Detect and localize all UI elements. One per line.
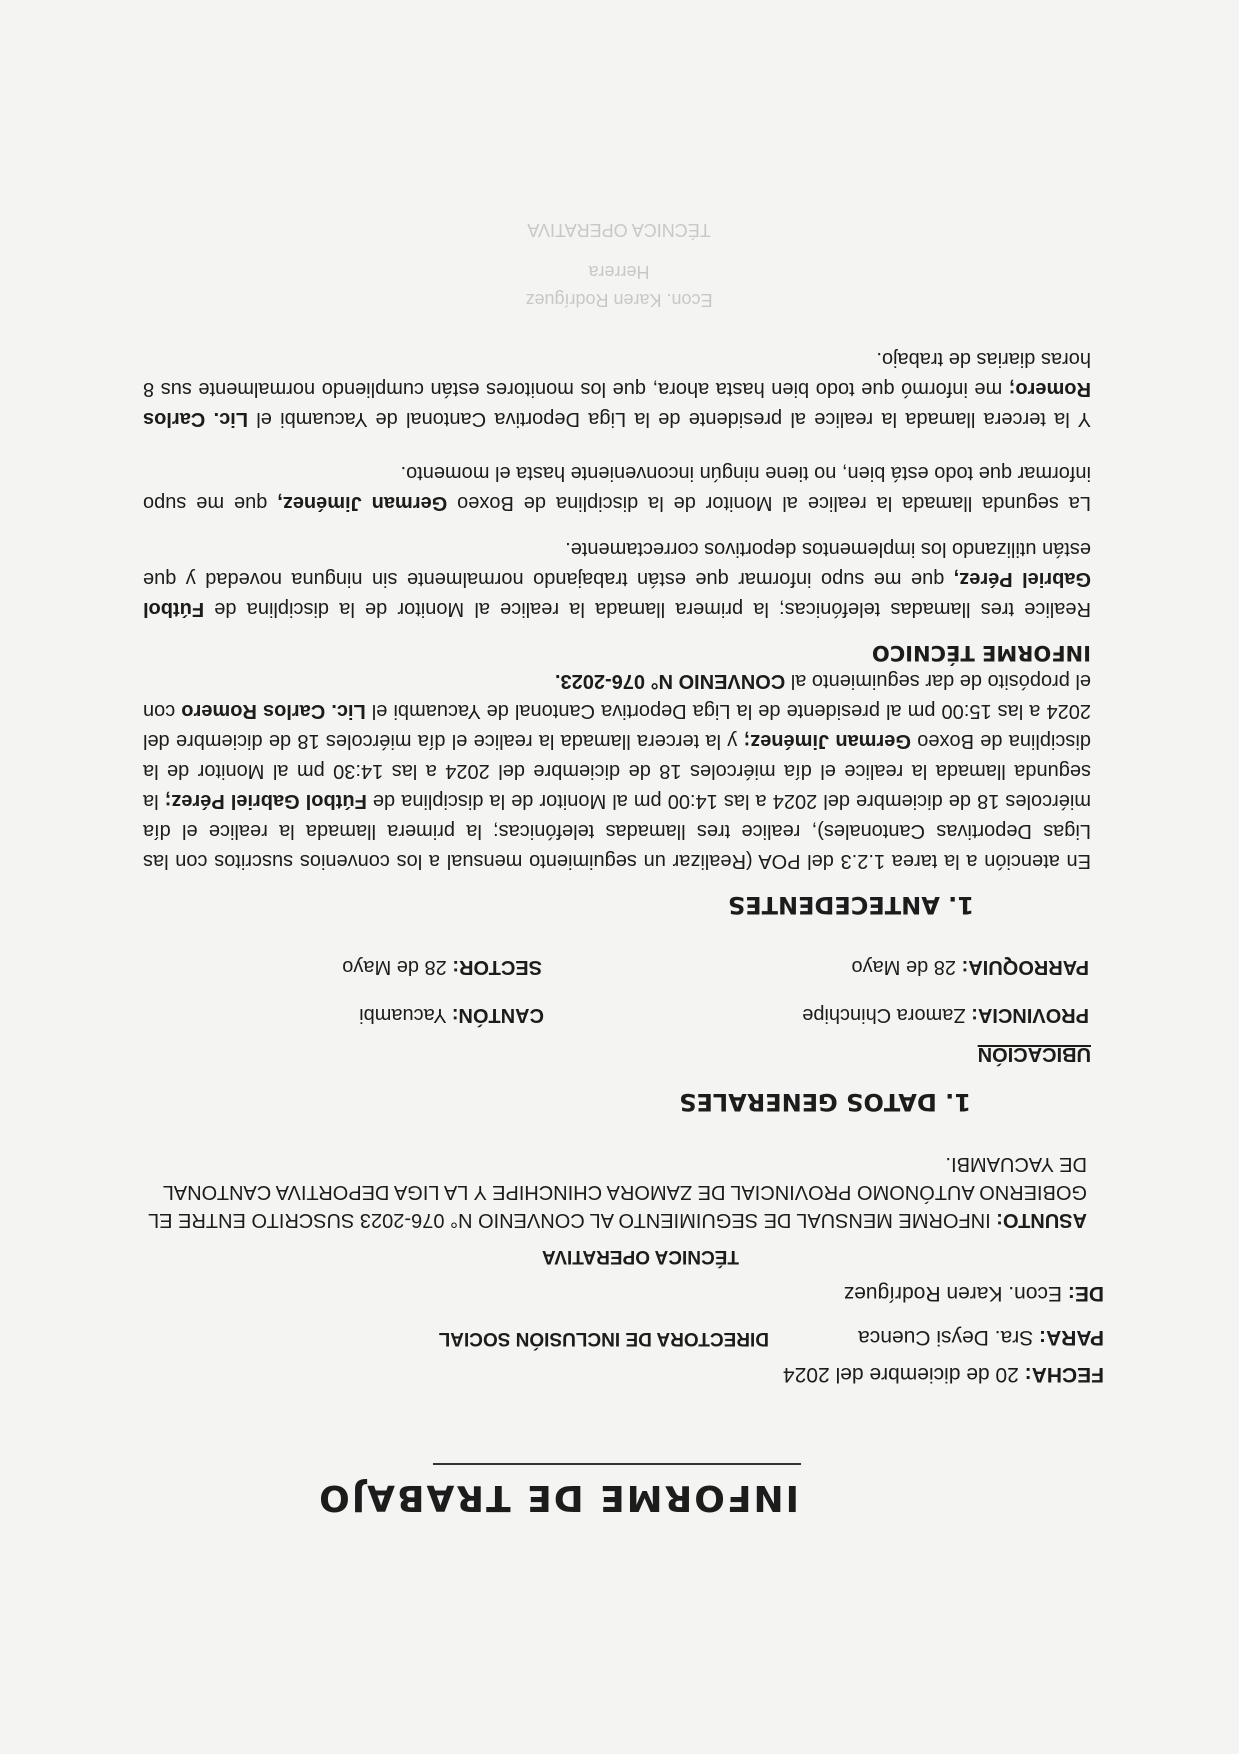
informe-paragraph-3 bbox=[143, 344, 1091, 434]
title-underline bbox=[433, 1463, 801, 1465]
fecha-value: 20 de diciembre del 2024 bbox=[782, 1363, 1019, 1386]
antecedentes-text-3: y la tercera llamada la realice el día miércoles 18 de diciembre del 2024 a las 15:00 pm al presidente de la Liga Deportiva Cantonal de Yacuambi el bbox=[142, 700, 1091, 752]
informe-paragraph-1 bbox=[143, 534, 1091, 624]
informe-text-3a: Y la tercera llamada la realice al presidente de la Liga Deportiva Cantonal de Yacuambi el bbox=[248, 408, 1091, 430]
antecedentes-text-1: En atención a la tarea 1.2.3 del POA (Realizar un seguimiento mensual a los convenios suscritos con las Ligas Deportivas Cantonales), realice tres llamadas telefónicas; la primera llamada la realice el día miércoles 18 de diciembre del 2024 a las 14:00 pm al Monitor de la disciplina de bbox=[143, 790, 1091, 872]
section-datos-generales-title: 1. DATOS GENERALES bbox=[679, 1088, 971, 1116]
para-value: Sra. Deysi Cuenca bbox=[858, 1326, 1034, 1349]
informe-text-3c: me informó que todo bien hasta ahora, que los monitores están cumpliendo normalmente sus 8 horas diarias de trabajo. bbox=[143, 348, 1091, 400]
parroquia-label: PARROQUIA: bbox=[961, 956, 1089, 978]
canton-value: Yacuambi bbox=[359, 1004, 447, 1026]
antecedentes-text-2: la segunda llamada la realice el día miércoles 18 de diciembre del 2024 a las 14:30 pm al Monitor de la disciplina de Boxeo bbox=[143, 730, 1091, 812]
informe-bold-1: Fútbol Gabriel Pérez, bbox=[143, 568, 1091, 620]
provincia-label: PROVINCIA: bbox=[971, 1004, 1089, 1026]
signature-name: Econ. Karen Rodríguez Herrera bbox=[525, 262, 713, 310]
faint-signature-block bbox=[509, 164, 729, 314]
de-line bbox=[844, 1281, 1104, 1305]
de-label: DE: bbox=[1067, 1282, 1104, 1305]
canton-field bbox=[359, 1003, 544, 1026]
fecha-label: FECHA: bbox=[1024, 1363, 1104, 1386]
parroquia-field bbox=[852, 955, 1089, 978]
antecedentes-bold-3: Lic. Carlos Romero bbox=[181, 700, 366, 722]
canton-label: CANTÓN: bbox=[451, 1004, 544, 1026]
informe-bold-2: German Jiménez, bbox=[277, 492, 448, 514]
provincia-value: Zamora Chinchipe bbox=[802, 1004, 966, 1026]
informe-text-2c: que me supo informar que todo está bien, no tiene ningún inconveniente hasta el momento. bbox=[143, 462, 1091, 514]
antecedentes-paragraph bbox=[143, 666, 1091, 876]
informe-text-1a: Realice tres llamadas telefónicas; la primera llamada la realice al Monitor de la disciplina de bbox=[204, 598, 1091, 620]
ubicacion-label: UBICACIÓN bbox=[977, 1043, 1091, 1065]
informe-text-2a: La segunda llamada la realice al Monitor de la disciplina de Boxeo bbox=[447, 492, 1091, 514]
asunto-value: INFORME MENSUAL DE SEGUIMIENTO AL CONVENIO N° 076-2023 SUSCRITO ENTRE EL GOBIERNO AUTÓNOMO PROVINCIAL DE ZAMORA CHINCHIPE Y LA LIGA DEPORTIVA CANTONAL DE YACUAMBI. bbox=[148, 1153, 1087, 1231]
document-title: INFORME DE TRABAJO bbox=[317, 1477, 799, 1518]
fecha-line bbox=[783, 1362, 1104, 1386]
para-role: DIRECTORA DE INCLUSIÓN SOCIAL bbox=[438, 1328, 769, 1349]
antecedentes-bold-1: Fútbol Gabriel Pérez; bbox=[164, 790, 367, 812]
de-role: TÉCNICA OPERATIVA bbox=[541, 1246, 739, 1267]
informe-paragraph-2 bbox=[143, 458, 1091, 518]
provincia-field bbox=[802, 1003, 1089, 1026]
section-antecedentes-title: 1. ANTECEDENTES bbox=[727, 891, 974, 919]
antecedentes-text-4: con el propósito de dar seguimiento al bbox=[143, 670, 1091, 722]
antecedentes-bold-4: CONVENIO N° 076-2023. bbox=[554, 670, 786, 692]
informe-bold-3: Lic. Carlos Romero; bbox=[143, 378, 1091, 430]
sector-value: 28 de Mayo bbox=[342, 956, 447, 978]
asunto-label: ASUNTO: bbox=[996, 1209, 1087, 1231]
antecedentes-bold-2: German Jiménez; bbox=[743, 730, 911, 752]
para-label: PARA: bbox=[1039, 1326, 1104, 1349]
signature-role: TÉCNICA OPERATIVA bbox=[527, 220, 711, 240]
sector-label: SECTOR: bbox=[452, 956, 542, 978]
para-line bbox=[858, 1325, 1104, 1349]
parroquia-value: 28 de Mayo bbox=[851, 956, 957, 978]
asunto-block bbox=[147, 1150, 1087, 1234]
sector-field bbox=[342, 955, 542, 978]
section-informe-tecnico-title: INFORME TÉCNICO bbox=[871, 641, 1091, 665]
informe-text-1c: que me supo informar que están trabajando normalmente sin ninguna novedad y que están utilizando los implementos deportivos correctamente. bbox=[143, 538, 1091, 590]
de-value: Econ. Karen Rodríguez bbox=[843, 1282, 1062, 1305]
